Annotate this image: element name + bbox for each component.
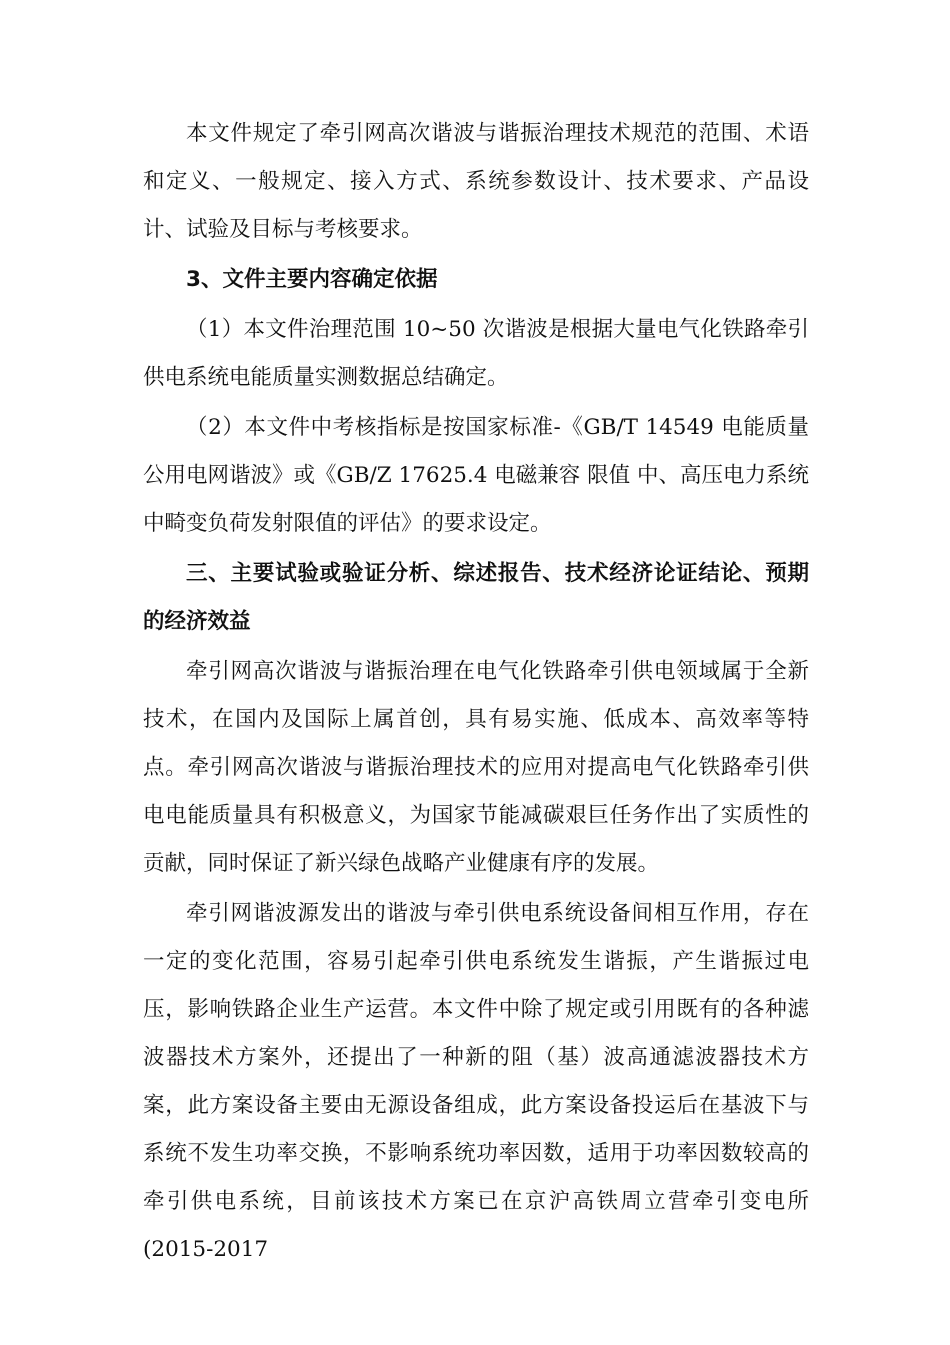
heading-section-three: 三、主要试验或验证分析、综述报告、技术经济论证结论、预期的经济效益 [143,561,809,634]
paragraph-filter-scheme: 牵引网谐波源发出的谐波与牵引供电系统设备间相互作用，存在一定的变化范围，容易引起牵引供电系统发生谐振，产生谐振过电压，影响铁路企业生产运营。本文件中除了规定或引用既有的各种滤波器技术方案外，还提出了一种新的阻（基）波高通滤波器技术方案，此方案设备主要由无源设备组成，此方案设备投运后在基波下与系统不发生功率交换，不影响系统功率因数，适用于功率因数较高的牵引供电系统，目前该技术方案已在京沪高铁周立营牵引变电所(2015-2017 [143,901,809,1262]
paragraph-basis-1: （1）本文件治理范围 10~50 次谐波是根据大量电气化铁路牵引供电系统电能质量实测数据总结确定。 [143,317,809,390]
heading-basis: 3、文件主要内容确定依据 [186,267,438,292]
paragraph-scope: 本文件规定了牵引网高次谐波与谐振治理技术规范的范围、术语和定义、一般规定、接入方式、系统参数设计、技术要求、产品设计、试验及目标与考核要求。 [143,121,809,242]
paragraph-technology-benefit: 牵引网高次谐波与谐振治理在电气化铁路牵引供电领域属于全新技术，在国内及国际上属首创，具有易实施、低成本、高效率等特点。牵引网高次谐波与谐振治理技术的应用对提高电气化铁路牵引供电电能质量具有积极意义，为国家节能减碳艰巨任务作出了实质性的贡献，同时保证了新兴绿色战略产业健康有序的发展。 [143,659,809,876]
paragraph-basis-2: （2）本文件中考核指标是按国家标准-《GB/T 14549 电能质量 公用电网谐波》或《GB/Z 17625.4 电磁兼容 限值 中、高压电力系统中畸变负荷发射限值的评估》的要求设定。 [143,415,809,536]
document-page [143,110,809,1274]
